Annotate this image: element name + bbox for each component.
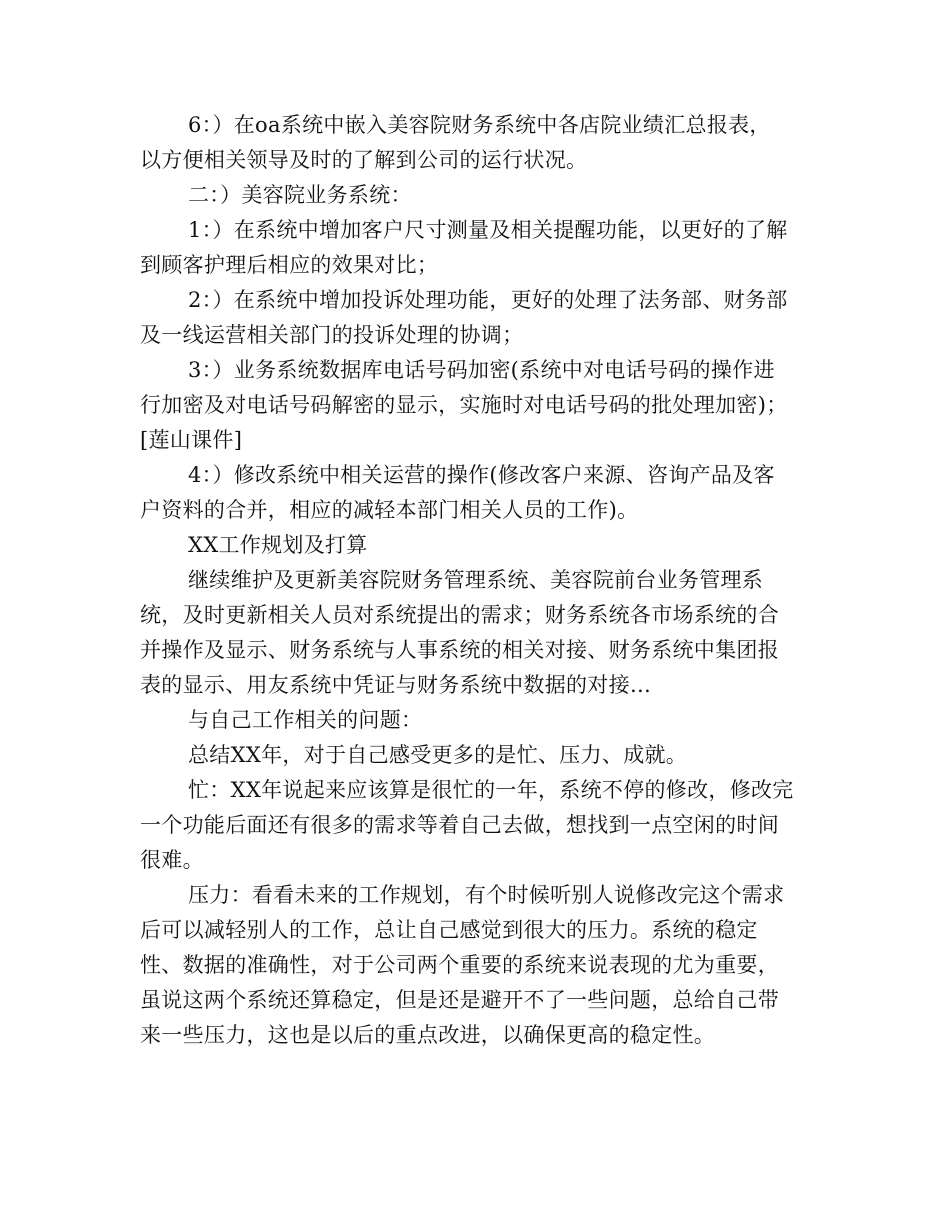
text-line: 一个功能后面还有很多的需求等着自己去做，想找到一点空闲的时间 [140,813,779,837]
text-line: 行加密及对电话号码解密的显示，实施时对电话号码的批处理加密)； [140,393,788,417]
text-line: 6：）在oa系统中嵌入美容院财务系统中各店院业绩汇总报表， [188,113,771,137]
text-line: 4：）修改系统中相关运营的操作(修改客户来源、咨询产品及客 [188,463,775,487]
text-line: 虽说这两个系统还算稳定，但是还是避开不了一些问题，总给自己带 [140,988,779,1012]
text-line: 忙：XX年说起来应该算是很忙的一年，系统不停的修改，修改完 [188,778,794,802]
text-line: 后可以减轻别人的工作，总让自己感觉到很大的压力。系统的稳定 [140,918,758,942]
text-line: 2：）在系统中增加投诉处理功能，更好的处理了法务部、财务部 [188,288,788,312]
text-line: 来一些压力，这也是以后的重点改进，以确保更高的稳定性。 [140,1023,716,1047]
text-line: 户资料的合并，相应的减轻本部门相关人员的工作)。 [140,498,639,522]
text-line: 并操作及显示、财务系统与人事系统的相关对接、财务系统中集团报 [140,638,779,662]
text-line: 压力：看看未来的工作规划，有个时候听别人说修改完这个需求 [188,883,785,907]
text-line: 继续维护及更新美容院财务管理系统、美容院前台业务管理系 [188,568,764,592]
text-line: 很难。 [140,848,204,872]
section-heading: XX工作规划及打算 [188,533,368,557]
text-line: 3：）业务系统数据库电话号码加密(系统中对电话号码的操作进 [188,358,775,382]
text-line: 统，及时更新相关人员对系统提出的需求；财务系统各市场系统的合 [140,603,779,627]
text-line: 及一线运营相关部门的投诉处理的协调； [140,323,524,347]
section-heading: 二：）美容院业务系统： [188,183,412,207]
section-heading: 与自己工作相关的问题： [188,708,423,732]
text-line: 到顾客护理后相应的效果对比； [140,253,439,277]
text-line: 性、数据的准确性，对于公司两个重要的系统来说表现的尤为重要， [140,953,779,977]
text-line: [莲山课件] [140,428,243,452]
text-line: 表的显示、用友系统中凭证与财务系统中数据的对接… [140,673,652,697]
text-line: 总结XX年，对于自己感受更多的是忙、压力、成就。 [188,743,688,767]
document-body [140,108,810,1053]
text-line: 以方便相关领导及时的了解到公司的运行状况。 [140,148,588,172]
text-line: 1：）在系统中增加客户尺寸测量及相关提醒功能，以更好的了解 [188,218,788,242]
